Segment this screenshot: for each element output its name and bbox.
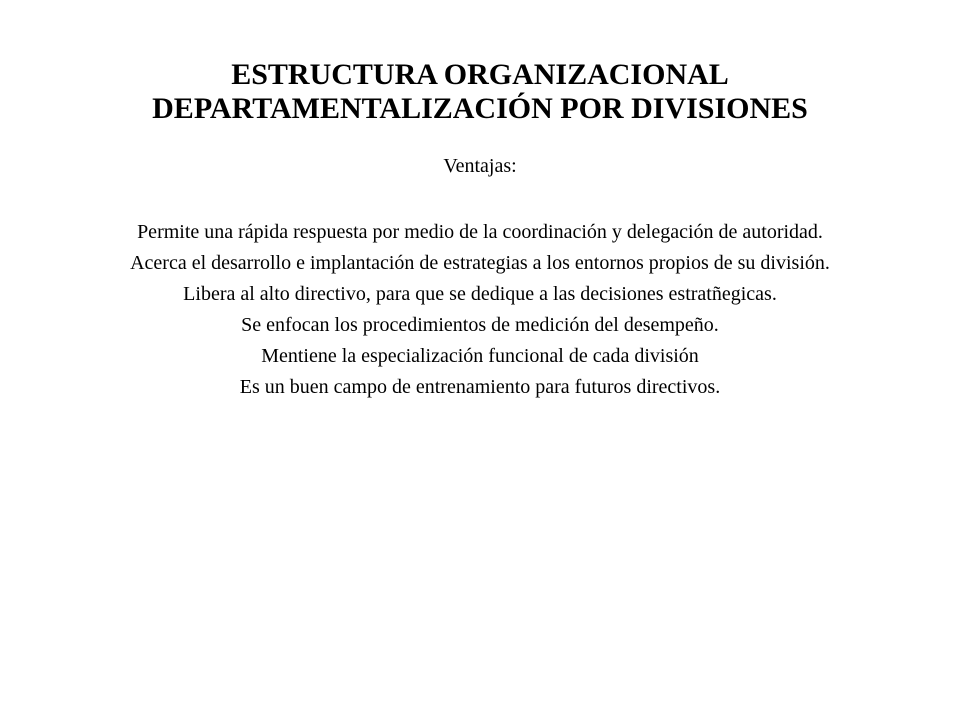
advantage-item: Permite una rápida respuesta por medio de la coordinación y delegación de autoridad. xyxy=(137,221,823,243)
advantages-list xyxy=(100,219,860,405)
title-line-2: DEPARTAMENTALIZACIÓN POR DIVISIONES xyxy=(152,92,808,125)
advantage-item: Mentiene la especialización funcional de cada división xyxy=(261,345,699,367)
slide-title xyxy=(60,58,900,126)
advantage-item: Libera al alto directivo, para que se dedique a las decisiones estratñegicas. xyxy=(183,283,777,305)
advantage-item: Acerca el desarrollo e implantación de estrategias a los entornos propios de su división. xyxy=(130,252,830,274)
advantages-heading: Ventajas: xyxy=(443,155,517,177)
advantage-item: Se enfocan los procedimientos de medición del desempeño. xyxy=(241,314,719,336)
title-line-1: ESTRUCTURA ORGANIZACIONAL xyxy=(231,58,729,91)
advantage-item: Es un buen campo de entrenamiento para futuros directivos. xyxy=(239,376,721,398)
